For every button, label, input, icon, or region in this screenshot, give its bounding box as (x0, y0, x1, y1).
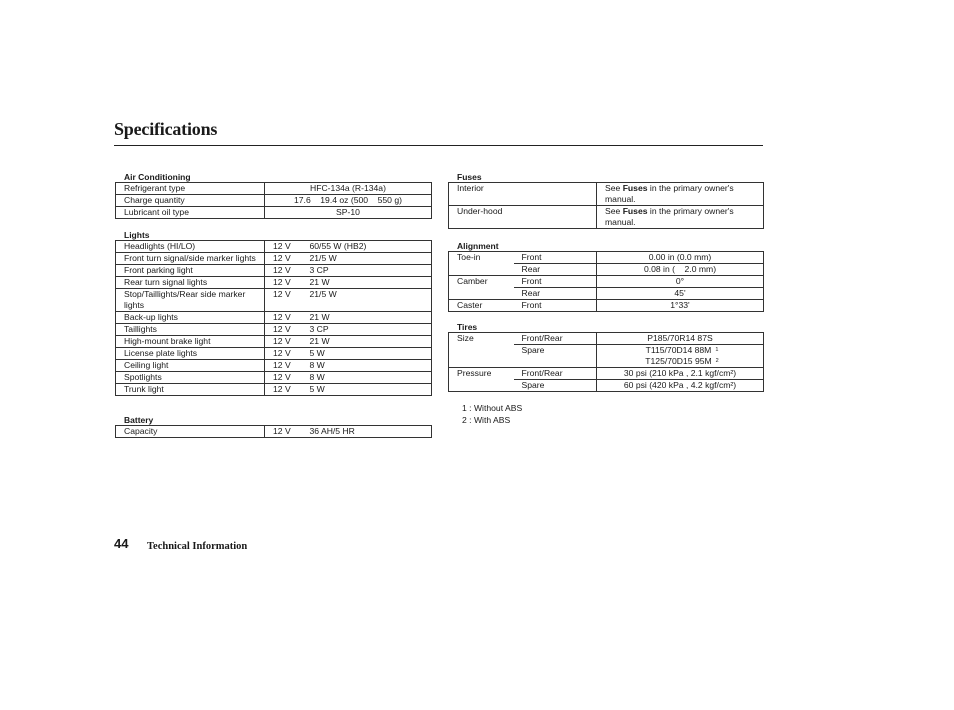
ac-label: Refrigerant type (116, 183, 265, 195)
tire-size-text: T115/70D14 88M (645, 345, 712, 355)
air-conditioning-table (115, 182, 432, 219)
tire-item (449, 345, 514, 357)
table-row (116, 348, 432, 360)
light-voltage: 12 V (265, 336, 302, 348)
table-row (116, 426, 432, 438)
tire-value (597, 345, 764, 357)
battery-rating: 36 AH/5 HR (302, 426, 432, 438)
alignment-item: Caster (449, 300, 514, 312)
light-rating: 3 CP (302, 265, 432, 277)
lights-heading: Lights (124, 230, 150, 240)
table-row (449, 345, 764, 357)
battery-heading: Battery (124, 415, 154, 425)
tires-table (448, 332, 764, 392)
light-rating: 21 W (302, 312, 432, 324)
alignment-value: 0.08 in ( 2.0 mm) (597, 264, 764, 276)
tire-position: Spare (514, 345, 597, 357)
light-voltage: 12 V (265, 241, 302, 253)
light-label: License plate lights (116, 348, 265, 360)
table-row (449, 368, 764, 380)
table-row (449, 206, 764, 229)
light-voltage: 12 V (265, 372, 302, 384)
table-row (116, 289, 432, 312)
tire-position (514, 356, 597, 368)
battery-table (115, 425, 432, 438)
light-rating: 21 W (302, 336, 432, 348)
alignment-heading: Alignment (457, 241, 499, 251)
light-voltage: 12 V (265, 360, 302, 372)
alignment-item: Toe-in (449, 252, 514, 264)
tire-position: Spare (514, 380, 597, 392)
alignment-value: 1°33' (597, 300, 764, 312)
table-row (449, 252, 764, 264)
tire-position: Front/Rear (514, 333, 597, 345)
light-rating: 5 W (302, 384, 432, 396)
ac-label: Charge quantity (116, 195, 265, 207)
table-row (116, 207, 432, 219)
tire-value: 60 psi (420 kPa , 4.2 kgf/cm²) (597, 380, 764, 392)
light-voltage: 12 V (265, 277, 302, 289)
light-voltage: 12 V (265, 265, 302, 277)
light-rating: 8 W (302, 372, 432, 384)
light-voltage: 12 V (265, 324, 302, 336)
table-row (449, 333, 764, 345)
fuse-rest-text: in the primary owner's manual. (605, 206, 734, 227)
fuse-reference (597, 183, 764, 206)
title-rule (114, 145, 763, 146)
ac-value: 17.6 19.4 oz (500 550 g) (265, 195, 432, 207)
tire-item (449, 356, 514, 368)
light-voltage: 12 V (265, 253, 302, 265)
light-rating: 21 W (302, 277, 432, 289)
fuse-bold-term: Fuses (622, 183, 648, 193)
table-row (116, 336, 432, 348)
fuse-bold-term: Fuses (622, 206, 648, 216)
lights-table (115, 240, 432, 396)
table-row (116, 265, 432, 277)
footnote-marker: 1 (715, 347, 719, 353)
fuse-location: Under-hood (449, 206, 597, 229)
table-row (116, 384, 432, 396)
light-voltage: 12 V (265, 384, 302, 396)
battery-voltage: 12 V (265, 426, 302, 438)
fuse-see-text: See (605, 206, 621, 216)
light-rating: 5 W (302, 348, 432, 360)
fuse-see-text: See (605, 183, 621, 193)
table-row (449, 300, 764, 312)
alignment-value: 0° (597, 276, 764, 288)
table-row (116, 253, 432, 265)
alignment-position: Front (514, 276, 597, 288)
tire-item (449, 380, 514, 392)
ac-label: Lubricant oil type (116, 207, 265, 219)
tire-item: Pressure (449, 368, 514, 380)
alignment-table (448, 251, 764, 312)
light-label: Spotlights (116, 372, 265, 384)
alignment-item (449, 264, 514, 276)
table-row (449, 276, 764, 288)
fuse-reference (597, 206, 764, 229)
light-voltage: 12 V (265, 289, 302, 312)
page-title: Specifications (114, 119, 218, 139)
tire-item: Size (449, 333, 514, 345)
light-label: Trunk light (116, 384, 265, 396)
tire-value: P185/70R14 87S (597, 333, 764, 345)
ac-value: HFC-134a (R-134a) (265, 183, 432, 195)
footnote-marker: 2 (715, 358, 719, 364)
alignment-position: Rear (514, 288, 597, 300)
tire-value: 30 psi (210 kPa , 2.1 kgf/cm²) (597, 368, 764, 380)
table-row (116, 277, 432, 289)
alignment-position: Rear (514, 264, 597, 276)
table-row (449, 288, 764, 300)
table-row (449, 356, 764, 368)
table-row (116, 183, 432, 195)
light-label: Taillights (116, 324, 265, 336)
light-rating: 21/5 W (302, 253, 432, 265)
light-voltage: 12 V (265, 312, 302, 324)
light-label: Back-up lights (116, 312, 265, 324)
light-label: Headlights (HI/LO) (116, 241, 265, 253)
footnotes (462, 402, 522, 426)
table-row (116, 372, 432, 384)
light-label: High-mount brake light (116, 336, 265, 348)
battery-label: Capacity (116, 426, 265, 438)
alignment-item (449, 288, 514, 300)
tire-position: Front/Rear (514, 368, 597, 380)
alignment-position: Front (514, 252, 597, 264)
light-label: Front parking light (116, 265, 265, 277)
footnote-1: 1 : Without ABS (462, 403, 523, 413)
table-row (116, 241, 432, 253)
tire-value (597, 356, 764, 368)
page-number: 44 (114, 536, 129, 551)
fuses-table (448, 182, 764, 229)
table-row (449, 380, 764, 392)
table-row (449, 264, 764, 276)
light-label: Ceiling light (116, 360, 265, 372)
table-row (116, 324, 432, 336)
fuses-heading: Fuses (457, 172, 482, 182)
light-rating: 8 W (302, 360, 432, 372)
light-rating: 21/5 W (302, 289, 432, 312)
tires-heading: Tires (457, 322, 478, 332)
light-label: Front turn signal/side marker lights (116, 253, 265, 265)
alignment-position: Front (514, 300, 597, 312)
table-row (116, 360, 432, 372)
light-label: Rear turn signal lights (116, 277, 265, 289)
section-title: Technical Information (147, 541, 248, 552)
light-rating: 60/55 W (HB2) (302, 241, 432, 253)
light-label: Stop/Taillights/Rear side marker lights (116, 289, 265, 312)
table-row (116, 195, 432, 207)
air-conditioning-heading: Air Conditioning (124, 172, 191, 182)
footnote-2: 2 : With ABS (462, 415, 511, 425)
ac-value: SP-10 (265, 207, 432, 219)
light-rating: 3 CP (302, 324, 432, 336)
alignment-value: 0.00 in (0.0 mm) (597, 252, 764, 264)
fuse-location: Interior (449, 183, 597, 206)
alignment-value: 45' (597, 288, 764, 300)
fuse-rest-text: in the primary owner's manual. (605, 183, 734, 204)
light-voltage: 12 V (265, 348, 302, 360)
tire-size-text: T125/70D15 95M (645, 356, 712, 366)
table-row (116, 312, 432, 324)
alignment-item: Camber (449, 276, 514, 288)
table-row (449, 183, 764, 206)
